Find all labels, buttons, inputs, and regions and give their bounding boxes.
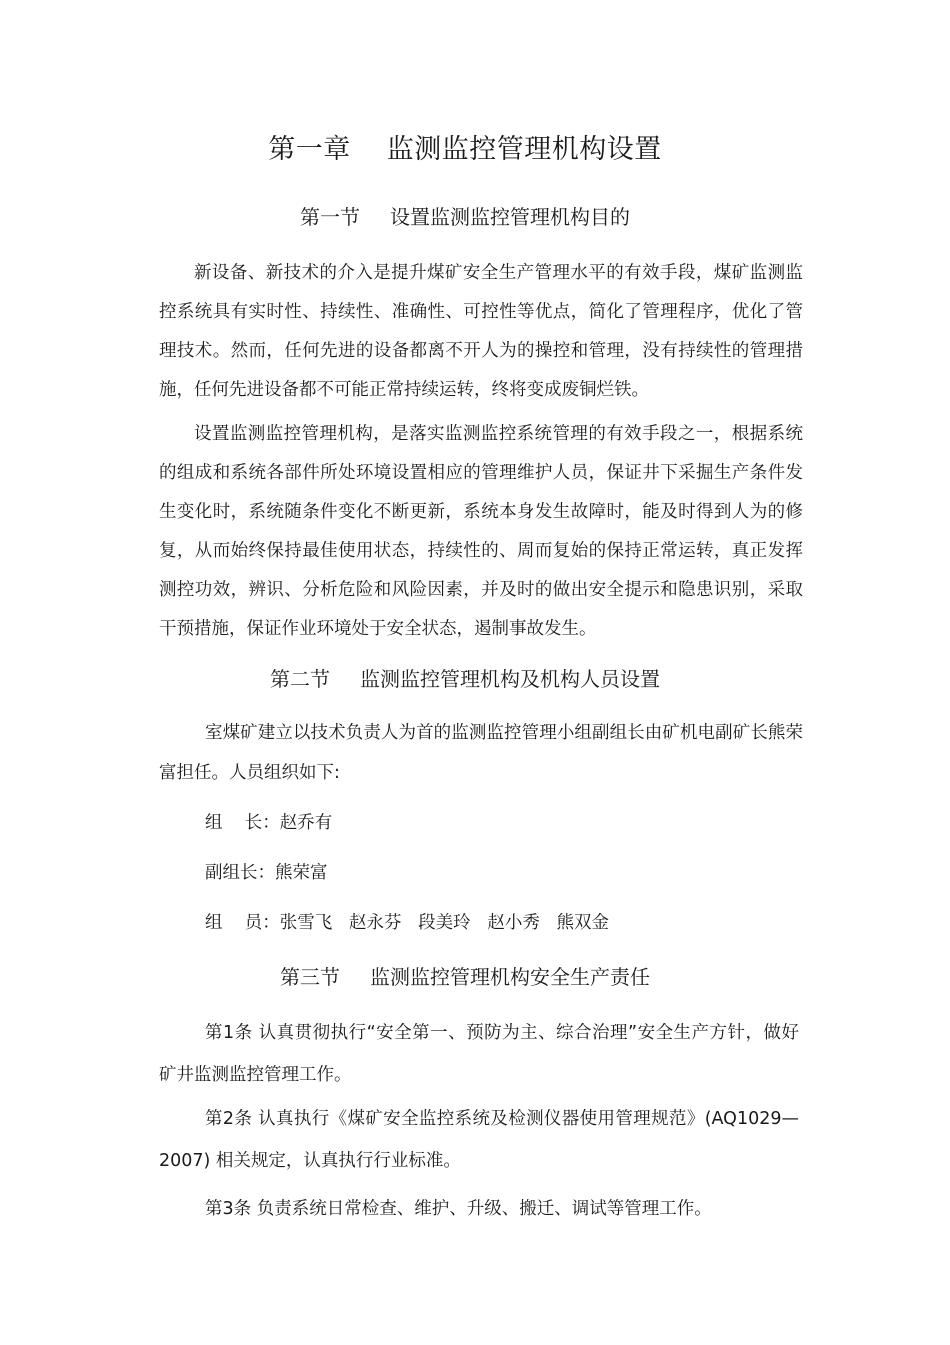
section-2-title (0, 664, 930, 694)
article-2: 第2条 认真执行《煤矿安全监控系统及检测仪器使用管理规范》(AQ1029—2007) 相关规定，认真执行行业标准。 (159, 1109, 799, 1171)
team-members-line: 组 员：张雪飞 赵永芬 段美玲 赵小秀 熊双金 (205, 913, 610, 933)
section-3-title (0, 962, 930, 992)
article-3: 第3条 负责系统日常检查、维护、升级、搬迁、调试等管理工作。 (205, 1199, 712, 1219)
section-2-number: 第二节 (270, 667, 330, 691)
article-1: 第1条 认真贯彻执行“安全第一、预防为主、综合治理”安全生产方针，做好矿井监测监控管理工作。 (159, 1023, 799, 1085)
team-deputy-line: 副组长：熊荣富 (205, 863, 328, 883)
section-1-paragraph-1: 新设备、新技术的介入是提升煤矿安全生产管理水平的有效手段，煤矿监测监控系统具有实时性、持续性、准确性、可控性等优点，简化了管理程序，优化了管理技术。然而，任何先进的设备都离不开人为的操控和管理，没有持续性的管理措施，任何先进设备都不可能正常持续运转，终将变成废铜烂铁。 (159, 263, 803, 400)
section-3-name: 监测监控管理机构安全生产责任 (370, 965, 650, 989)
chapter-title (0, 130, 930, 170)
section-1-name: 设置监测监控管理机构目的 (390, 205, 630, 229)
team-leader-line: 组 长：赵乔有 (205, 813, 333, 833)
section-2-paragraph-1: 室煤矿建立以技术负责人为首的监测监控管理小组副组长由矿机电副矿长熊荣富担任。人员组织如下: (159, 723, 803, 783)
section-2-name: 监测监控管理机构及机构人员设置 (360, 667, 660, 691)
section-3-number: 第三节 (280, 965, 340, 989)
chapter-number: 第一章 (268, 134, 351, 165)
section-1-number: 第一节 (300, 205, 360, 229)
section-1-title (0, 202, 930, 232)
section-1-paragraph-2: 设置监测监控管理机构，是落实监测监控系统管理的有效手段之一，根据系统的组成和系统各部件所处环境设置相应的管理维护人员，保证井下采掘生产条件发生变化时，系统随条件变化不断更新，系统本身发生故障时，能及时得到人为的修复，从而始终保持最佳使用状态，持续性的、周而复始的保持正常运转，真正发挥测控功效，辨识、分析危险和风险因素，并及时的做出安全提示和隐患识别，采取干预措施，保证作业环境处于安全状态，遏制事故发生。 (159, 424, 803, 639)
chapter-name: 监测监控管理机构设置 (386, 134, 662, 165)
